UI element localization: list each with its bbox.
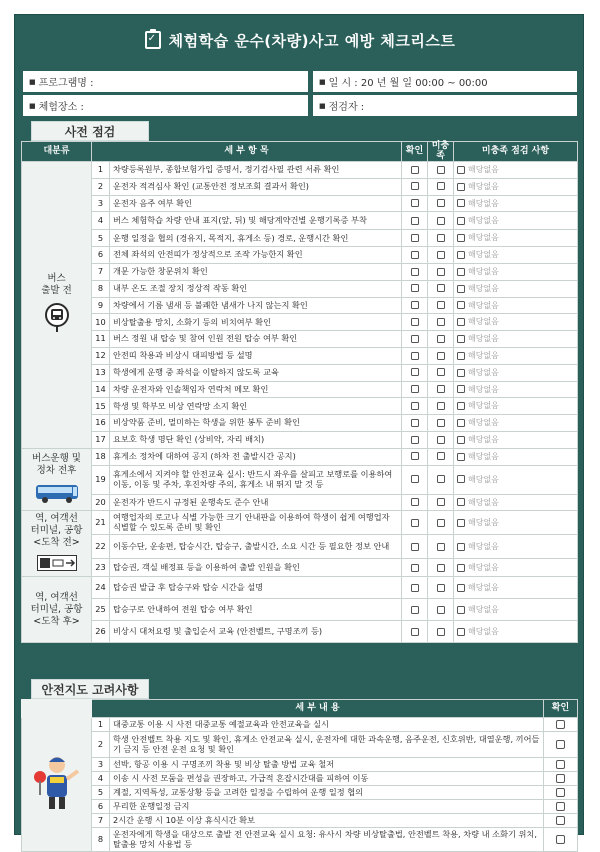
checklist-row <box>22 364 578 381</box>
not-applicable-checkbox[interactable] <box>457 385 465 393</box>
square-bullet-icon: ■ <box>319 77 326 86</box>
not-applicable-label: 해당없음 <box>468 517 499 527</box>
title-bar <box>15 15 585 65</box>
not-applicable-label: 해당없음 <box>468 267 499 276</box>
checklist-row <box>22 448 578 465</box>
safety-confirm-checkbox[interactable] <box>556 788 565 797</box>
not-applicable-label: 해당없음 <box>468 350 499 360</box>
checklist-row <box>22 559 578 577</box>
checklist-row <box>22 577 578 599</box>
not-applicable-label: 해당없음 <box>468 250 499 260</box>
safety-confirm-checkbox[interactable] <box>556 760 565 769</box>
category-label: 버스 출발 전 <box>41 272 72 296</box>
not-met-checkbox[interactable] <box>437 584 445 592</box>
header-confirm: 확인 <box>402 142 428 162</box>
item-text: 운전자가 반드시 규정된 운행속도 준수 안내 <box>110 494 402 511</box>
item-number: 7 <box>92 263 110 280</box>
not-applicable-label: 해당없음 <box>468 283 499 293</box>
category-label: 역, 여객선 터미널, 공항 <도착 전> <box>30 512 83 548</box>
safety-confirm-checkbox[interactable] <box>556 774 565 783</box>
safety-item-text: 무리한 운행일정 금지 <box>110 800 544 814</box>
checklist-row <box>22 347 578 364</box>
header-details: 세 부 항 목 <box>92 142 402 162</box>
confirm-checkbox[interactable] <box>411 385 419 393</box>
not-met-checkbox[interactable] <box>437 564 445 572</box>
safety-table <box>21 699 578 852</box>
not-applicable-label: 해당없음 <box>468 626 499 636</box>
checklist-frame <box>14 14 584 849</box>
not-met-checkbox[interactable] <box>437 519 445 527</box>
checklist-row <box>22 599 578 621</box>
confirm-checkbox[interactable] <box>411 419 419 427</box>
item-text: 버스 체험학습 차량 안내 표지(앞, 뒤) 및 해당계약건별 운행기록증 부착 <box>110 212 402 230</box>
confirm-checkbox[interactable] <box>411 166 419 174</box>
item-text: 운전자 적격심사 확인 (교통안전 정보조회 결과서 확인) <box>110 178 402 195</box>
item-number: 3 <box>92 195 110 212</box>
header-not-met: 미충족 <box>428 142 454 162</box>
not-met-checkbox[interactable] <box>437 543 445 551</box>
confirm-checkbox[interactable] <box>411 352 419 360</box>
inspector-field[interactable]: ■ 점검자 : <box>313 95 577 116</box>
not-applicable-checkbox[interactable] <box>457 318 465 326</box>
checklist-row <box>22 280 578 297</box>
not-applicable-label: 해당없음 <box>468 474 499 484</box>
checklist-row <box>22 162 578 179</box>
confirm-checkbox[interactable] <box>411 543 419 551</box>
safety-confirm-checkbox[interactable] <box>556 835 565 844</box>
checklist-row <box>22 431 578 448</box>
safety-confirm-checkbox[interactable] <box>556 740 565 749</box>
confirm-checkbox[interactable] <box>411 335 419 343</box>
square-bullet-icon: ■ <box>319 101 326 110</box>
safety-confirm-checkbox[interactable] <box>556 802 565 811</box>
checklist-row <box>22 247 578 264</box>
item-number: 19 <box>92 465 110 494</box>
safety-header-details: 세 부 내 용 <box>92 700 544 718</box>
not-met-checkbox[interactable] <box>437 301 445 309</box>
category-cell <box>22 577 92 643</box>
item-text: 휴게소 정차에 대하여 공지 (하차 전 출발시간 공지) <box>110 448 402 465</box>
checklist-row <box>22 178 578 195</box>
not-met-checkbox[interactable] <box>437 475 445 483</box>
not-applicable-checkbox[interactable] <box>457 628 465 636</box>
safety-item-number: 6 <box>92 800 110 814</box>
not-met-checkbox[interactable] <box>437 419 445 427</box>
item-text: 학생에게 운행 중 좌석을 이탈하지 않도록 교육 <box>110 364 402 381</box>
not-applicable-checkbox[interactable] <box>457 584 465 592</box>
item-text: 탑승권, 객실 배정표 등을 이용하여 출발 인원을 확인 <box>110 559 402 577</box>
not-applicable-checkbox[interactable] <box>457 498 465 506</box>
confirm-checkbox[interactable] <box>411 402 419 410</box>
not-applicable-label: 해당없음 <box>468 562 499 572</box>
item-number: 21 <box>92 511 110 535</box>
item-number: 13 <box>92 364 110 381</box>
checklist-row <box>22 263 578 280</box>
item-text: 차량 운전자와 인솔책임자 연락처 메모 확인 <box>110 381 402 398</box>
item-number: 23 <box>92 559 110 577</box>
safety-row <box>22 718 578 732</box>
item-text: 이동수단, 운송편, 탑승시간, 탑승구, 출발시간, 소요 시간 등 필요한 정보 안내 <box>110 535 402 559</box>
item-number: 15 <box>92 398 110 415</box>
item-text: 요보호 학생 명단 확인 (상비약, 자리 배치) <box>110 431 402 448</box>
confirm-checkbox[interactable] <box>411 628 419 636</box>
category-cell <box>22 511 92 577</box>
item-number: 22 <box>92 535 110 559</box>
not-applicable-label: 해당없음 <box>468 300 499 310</box>
category-cell <box>22 448 92 511</box>
not-applicable-checkbox[interactable] <box>457 519 465 527</box>
item-number: 5 <box>92 230 110 247</box>
not-applicable-checkbox[interactable] <box>457 301 465 309</box>
clipboard-check-icon <box>145 31 161 49</box>
category-label: 버스운행 및 정차 전후 <box>32 452 81 476</box>
not-applicable-checkbox[interactable] <box>457 564 465 572</box>
safety-item-number: 2 <box>92 732 110 758</box>
item-text: 탑승권 발급 후 탑승구와 탑승 시간을 설명 <box>110 577 402 599</box>
item-text: 비상탈출용 망치, 소화기 등의 비치여부 확인 <box>110 314 402 331</box>
not-applicable-checkbox[interactable] <box>457 268 465 276</box>
checklist-row <box>22 212 578 230</box>
item-text: 버스 정원 내 탑승 및 참여 인원 전원 탑승 여부 확인 <box>110 331 402 348</box>
checklist-row <box>22 314 578 331</box>
confirm-checkbox[interactable] <box>411 519 419 527</box>
header-not-met-item: 미충족 점검 사항 <box>454 142 578 162</box>
safety-confirm-checkbox[interactable] <box>556 816 565 825</box>
item-number: 14 <box>92 381 110 398</box>
item-number: 1 <box>92 162 110 179</box>
not-met-checkbox[interactable] <box>437 352 445 360</box>
confirm-checkbox[interactable] <box>411 368 419 376</box>
safety-row <box>22 786 578 800</box>
not-met-checkbox[interactable] <box>437 318 445 326</box>
not-applicable-checkbox[interactable] <box>457 606 465 614</box>
not-applicable-label: 해당없음 <box>468 451 499 461</box>
not-applicable-checkbox[interactable] <box>457 217 465 225</box>
item-number: 11 <box>92 331 110 348</box>
safety-item-text: 학생 안전벨트 착용 지도 및 확인, 휴게소 안전교육 실시, 운전자에 대한 과속운행, 음주운전, 신호위반, 대열운행, 끼어들기 금지 등 안전 운전 요청 및 확인 <box>110 732 544 758</box>
item-number: 6 <box>92 247 110 264</box>
not-applicable-label: 해당없음 <box>468 334 499 344</box>
square-bullet-icon: ■ <box>29 77 36 86</box>
item-number: 2 <box>92 178 110 195</box>
bus-stop-icon <box>24 303 89 337</box>
item-text: 안전띠 착용과 비상시 대피방법 등 설명 <box>110 347 402 364</box>
safety-row <box>22 800 578 814</box>
confirm-checkbox[interactable] <box>411 606 419 614</box>
not-met-checkbox[interactable] <box>437 182 445 190</box>
safety-row <box>22 828 578 852</box>
safety-item-text: 계절, 지역특성, 교통상황 등을 고려한 일정을 수립하여 운행 일정 협의 <box>110 786 544 800</box>
not-applicable-checkbox[interactable] <box>457 369 465 377</box>
not-applicable-label: 해당없음 <box>468 604 499 614</box>
checklist-row <box>22 415 578 432</box>
safety-row <box>22 772 578 786</box>
not-applicable-checkbox[interactable] <box>457 436 465 444</box>
confirm-checkbox[interactable] <box>411 452 419 460</box>
confirm-checkbox[interactable] <box>411 301 419 309</box>
safety-illustration-cell <box>22 718 92 852</box>
not-met-checkbox[interactable] <box>437 251 445 259</box>
checklist-row <box>22 535 578 559</box>
square-bullet-icon: ■ <box>29 101 36 110</box>
program-name-field[interactable]: ■ 프로그램명 : <box>23 71 308 92</box>
checklist-row <box>22 465 578 494</box>
item-number: 8 <box>92 280 110 297</box>
confirm-checkbox[interactable] <box>411 251 419 259</box>
checklist-row <box>22 398 578 415</box>
safety-header-confirm: 확인 <box>544 700 578 718</box>
safety-item-text: 대중교통 이용 시 사전 대중교통 예절교육과 안전교육을 실시 <box>110 718 544 732</box>
item-text: 휴게소에서 지켜야 할 안전교육 실시: 반드시 좌우를 살피고 보행로를 이용하여 이동, 이동 및 주차, 후진차량 주의, 휴게소 내 뛰지 말 것 등 <box>110 465 402 494</box>
not-applicable-label: 해당없음 <box>468 367 499 377</box>
not-applicable-label: 해당없음 <box>468 317 499 327</box>
confirm-checkbox[interactable] <box>411 182 419 190</box>
checklist-row <box>22 494 578 511</box>
not-applicable-label: 해당없음 <box>468 541 499 551</box>
not-met-checkbox[interactable] <box>437 606 445 614</box>
confirm-checkbox[interactable] <box>411 234 419 242</box>
not-met-checkbox[interactable] <box>437 368 445 376</box>
ticket-icon <box>24 555 89 575</box>
confirm-checkbox[interactable] <box>411 498 419 506</box>
not-met-checkbox[interactable] <box>437 199 445 207</box>
not-met-checkbox[interactable] <box>437 498 445 506</box>
checklist-row <box>22 511 578 535</box>
item-number: 4 <box>92 212 110 230</box>
confirm-checkbox[interactable] <box>411 318 419 326</box>
not-applicable-label: 해당없음 <box>468 497 499 507</box>
safety-item-text: 2시간 운행 시 10분 이상 휴식시간 확보 <box>110 814 544 828</box>
not-applicable-checkbox[interactable] <box>457 251 465 259</box>
checklist-row <box>22 230 578 247</box>
safety-item-number: 1 <box>92 718 110 732</box>
pre-check-section-title: 사전 점검 <box>31 121 149 141</box>
item-number: 26 <box>92 621 110 643</box>
not-applicable-label: 해당없음 <box>468 198 499 208</box>
not-applicable-checkbox[interactable] <box>457 475 465 483</box>
item-number: 17 <box>92 431 110 448</box>
item-text: 비상시 대처요령 및 출입순서 교육 (안전벨트, 구명조끼 등) <box>110 621 402 643</box>
item-number: 18 <box>92 448 110 465</box>
not-applicable-checkbox[interactable] <box>457 453 465 461</box>
safety-row <box>22 732 578 758</box>
bus-icon <box>24 483 89 507</box>
not-applicable-label: 해당없음 <box>468 434 499 444</box>
not-met-checkbox[interactable] <box>437 385 445 393</box>
safety-item-text: 이송 시 사전 모둠을 편성을 권장하고, 가급적 혼잡시간대를 피하여 이동 <box>110 772 544 786</box>
item-text: 차량등록원부, 종합보험가입 증명서, 정기검사필 관련 서류 확인 <box>110 162 402 179</box>
confirm-checkbox[interactable] <box>411 475 419 483</box>
category-cell <box>22 162 92 449</box>
item-text: 내부 온도 조절 장치 정상적 작동 확인 <box>110 280 402 297</box>
item-number: 16 <box>92 415 110 432</box>
pre-check-table <box>21 141 578 643</box>
not-applicable-label: 해당없음 <box>468 401 499 411</box>
item-text: 차량에서 기름 냄새 등 불쾌한 냄새가 나지 않는지 확인 <box>110 297 402 314</box>
not-met-checkbox[interactable] <box>437 284 445 292</box>
not-applicable-checkbox[interactable] <box>457 335 465 343</box>
checklist-row <box>22 621 578 643</box>
not-applicable-checkbox[interactable] <box>457 166 465 174</box>
safety-row <box>22 758 578 772</box>
not-met-checkbox[interactable] <box>437 402 445 410</box>
not-applicable-checkbox[interactable] <box>457 419 465 427</box>
category-label: 역, 여객선 터미널, 공항 <도착 후> <box>30 591 83 627</box>
not-applicable-label: 해당없음 <box>468 233 499 243</box>
item-text: 개문 가능한 창문위치 확인 <box>110 263 402 280</box>
confirm-checkbox[interactable] <box>411 584 419 592</box>
safety-item-text: 선박, 항공 이용 시 구명조끼 착용 및 비상 탈출 방법 교육 철저 <box>110 758 544 772</box>
checklist-row <box>22 195 578 212</box>
item-number: 24 <box>92 577 110 599</box>
safety-header-blank <box>22 700 92 718</box>
item-number: 9 <box>92 297 110 314</box>
not-met-checkbox[interactable] <box>437 436 445 444</box>
item-text: 탑승구로 안내하여 전원 탑승 여부 확인 <box>110 599 402 621</box>
item-text: 학생 및 학부모 비상 연락망 소지 확인 <box>110 398 402 415</box>
not-met-checkbox[interactable] <box>437 217 445 225</box>
not-applicable-checkbox[interactable] <box>457 402 465 410</box>
not-met-checkbox[interactable] <box>437 628 445 636</box>
confirm-checkbox[interactable] <box>411 284 419 292</box>
safety-item-number: 5 <box>92 786 110 800</box>
safety-confirm-checkbox[interactable] <box>556 720 565 729</box>
not-met-checkbox[interactable] <box>437 166 445 174</box>
page-title: 체험학습 운수(차량)사고 예방 체크리스트 <box>168 31 456 50</box>
safety-item-number: 7 <box>92 814 110 828</box>
item-text: 전체 좌석의 안전띠가 정상적으로 조작 가능한지 확인 <box>110 247 402 264</box>
not-applicable-label: 해당없음 <box>468 418 499 428</box>
item-text: 여행업자의 로고나 식별 가능한 크기 안내판을 이용하여 학생이 쉽게 여행업자 식별할 수 있도록 준비 및 확인 <box>110 511 402 535</box>
not-applicable-checkbox[interactable] <box>457 234 465 242</box>
not-applicable-label: 해당없음 <box>468 384 499 394</box>
item-number: 12 <box>92 347 110 364</box>
safety-item-number: 8 <box>92 828 110 852</box>
safety-row <box>22 814 578 828</box>
confirm-checkbox[interactable] <box>411 199 419 207</box>
header-category: 대분류 <box>22 142 92 162</box>
not-applicable-label: 해당없음 <box>468 181 499 191</box>
not-applicable-checkbox[interactable] <box>457 543 465 551</box>
safety-section-title: 안전지도 고려사항 <box>31 679 149 699</box>
not-met-checkbox[interactable] <box>437 268 445 276</box>
safety-item-number: 4 <box>92 772 110 786</box>
item-number: 20 <box>92 494 110 511</box>
item-number: 25 <box>92 599 110 621</box>
not-applicable-checkbox[interactable] <box>457 285 465 293</box>
not-met-checkbox[interactable] <box>437 335 445 343</box>
crossing-guard-icon <box>32 753 82 813</box>
item-number: 10 <box>92 314 110 331</box>
not-applicable-checkbox[interactable] <box>457 183 465 191</box>
not-met-checkbox[interactable] <box>437 234 445 242</box>
not-applicable-checkbox[interactable] <box>457 199 465 207</box>
checklist-row <box>22 331 578 348</box>
confirm-checkbox[interactable] <box>411 564 419 572</box>
checklist-row <box>22 381 578 398</box>
not-applicable-label: 해당없음 <box>468 165 499 175</box>
confirm-checkbox[interactable] <box>411 436 419 444</box>
not-applicable-label: 해당없음 <box>468 216 499 226</box>
item-text: 비상약품 준비, 멀미하는 학생을 위한 봉투 준비 확인 <box>110 415 402 432</box>
checklist-row <box>22 297 578 314</box>
not-met-checkbox[interactable] <box>437 452 445 460</box>
confirm-checkbox[interactable] <box>411 268 419 276</box>
item-text: 운행 일정을 협의 (경유지, 목적지, 휴게소 등) 경로, 운행시간 확인 <box>110 230 402 247</box>
safety-item-text: 운전자에게 학생을 대상으로 출발 전 안전교육 실시 요청: 유사시 차량 비상탈출법, 안전벨트 착용, 차량 내 소화기 위치, 탈출용 망치 사용법 등 <box>110 828 544 852</box>
safety-item-number: 3 <box>92 758 110 772</box>
confirm-checkbox[interactable] <box>411 217 419 225</box>
not-applicable-checkbox[interactable] <box>457 352 465 360</box>
not-applicable-label: 해당없음 <box>468 582 499 592</box>
date-field[interactable]: ■ 일 시 : 20 년 월 일 00:00 ~ 00:00 <box>313 71 577 92</box>
item-text: 운전자 음주 여부 확인 <box>110 195 402 212</box>
place-field[interactable]: ■ 체험장소 : <box>23 95 308 116</box>
